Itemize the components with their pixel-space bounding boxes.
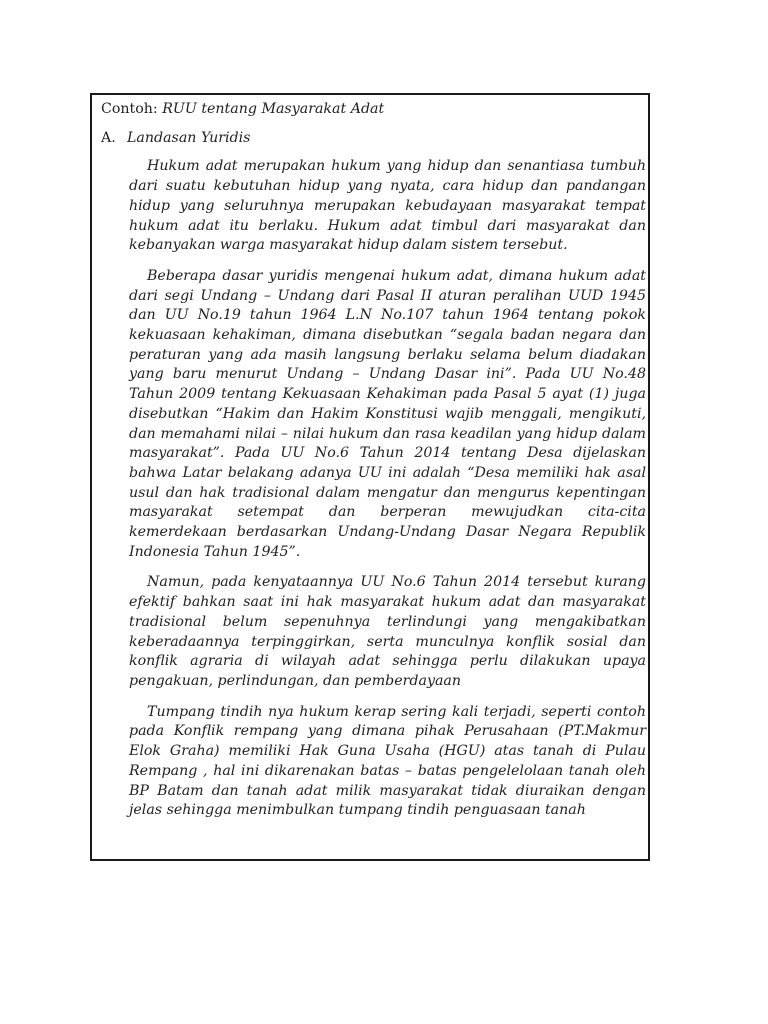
example-title: RUU tentang Masyarakat Adat [162,101,385,117]
example-heading [101,100,646,120]
paragraph-2: Beberapa dasar yuridis mengenai hukum adat, dimana hukum adat dari segi Undang – Undang dari Pasal II aturan peralihan UUD 1945 dan UU No.19 tahun 1964 L.N No.107 tahun 1964 tentang pokok kekuasaan kehakiman, dimana disebutkan “segala badan negara dan peraturan yang ada masih langsung berlaku selama belum diadakan yang baru menurut Undang – Undang Dasar ini”. Pada UU No.48 Tahun 2009 tentang Kekuasaan Kehakiman pada Pasal 5 ayat (1) juga disebutkan “Hakim dan Hakim Konstitusi wajib menggali, mengikuti, dan memahami nilai – nilai hukum dan rasa keadilan yang hidup dalam masyarakat”. Pada UU No.6 Tahun 2014 tentang Desa dijelaskan bahwa Latar belakang adanya UU ini adalah “Desa memiliki hak asal usul dan hak tradisional dalam mengatur dan mengurus kepentingan masyarakat setempat dan berperan mewujudkan cita-cita kemerdekaan berdasarkan Undang-Undang Dasar Negara Republik Indonesia Tahun 1945”. [129,267,646,560]
section-letter: A. [101,129,116,146]
section-title: Landasan Yuridis [127,129,251,146]
paragraph-4: Tumpang tindih nya hukum kerap sering kali terjadi, seperti contoh pada Konflik rempang yang dimana pihak Perusahaan (PT.Makmur Elok Graha) memiliki Hak Guna Usaha (HGU) atas tanah di Pulau Rempang , hal ini dikarenakan batas – batas pengelelolaan tanah oleh BP Batam dan tanah adat milik masyarakat tidak diuraikan dengan jelas sehingga menimbulkan tumpang tindih penguasaan tanah [129,703,646,819]
document-frame [90,93,650,861]
paragraph-1: Hukum adat merupakan hukum yang hidup dan senantiasa tumbuh dari suatu kebutuhan hidup yang nyata, cara hidup dan pandangan hidup yang seluruhnya merupakan kebudayaan masyarakat tempat hukum adat itu berlaku. Hukum adat timbul dari masyarakat dan kebanyakan warga masyarakat hidup dalam sistem tersebut. [129,158,646,254]
section-heading [101,129,646,149]
example-label: Contoh: [101,101,163,117]
paragraph-3: Namun, pada kenyataannya UU No.6 Tahun 2014 tersebut kurang efektif bahkan saat ini hak masyarakat hukum adat dan masyarakat tradisional belum sepenuhnya terlindungi yang mengakibatkan keberadaannya terpinggirkan, serta munculnya konflik sosial dan konflik agraria di wilayah adat sehingga perlu dilakukan upaya pengakuan, perlindungan, dan pemberdayaan [129,574,646,689]
document-content [101,100,646,821]
